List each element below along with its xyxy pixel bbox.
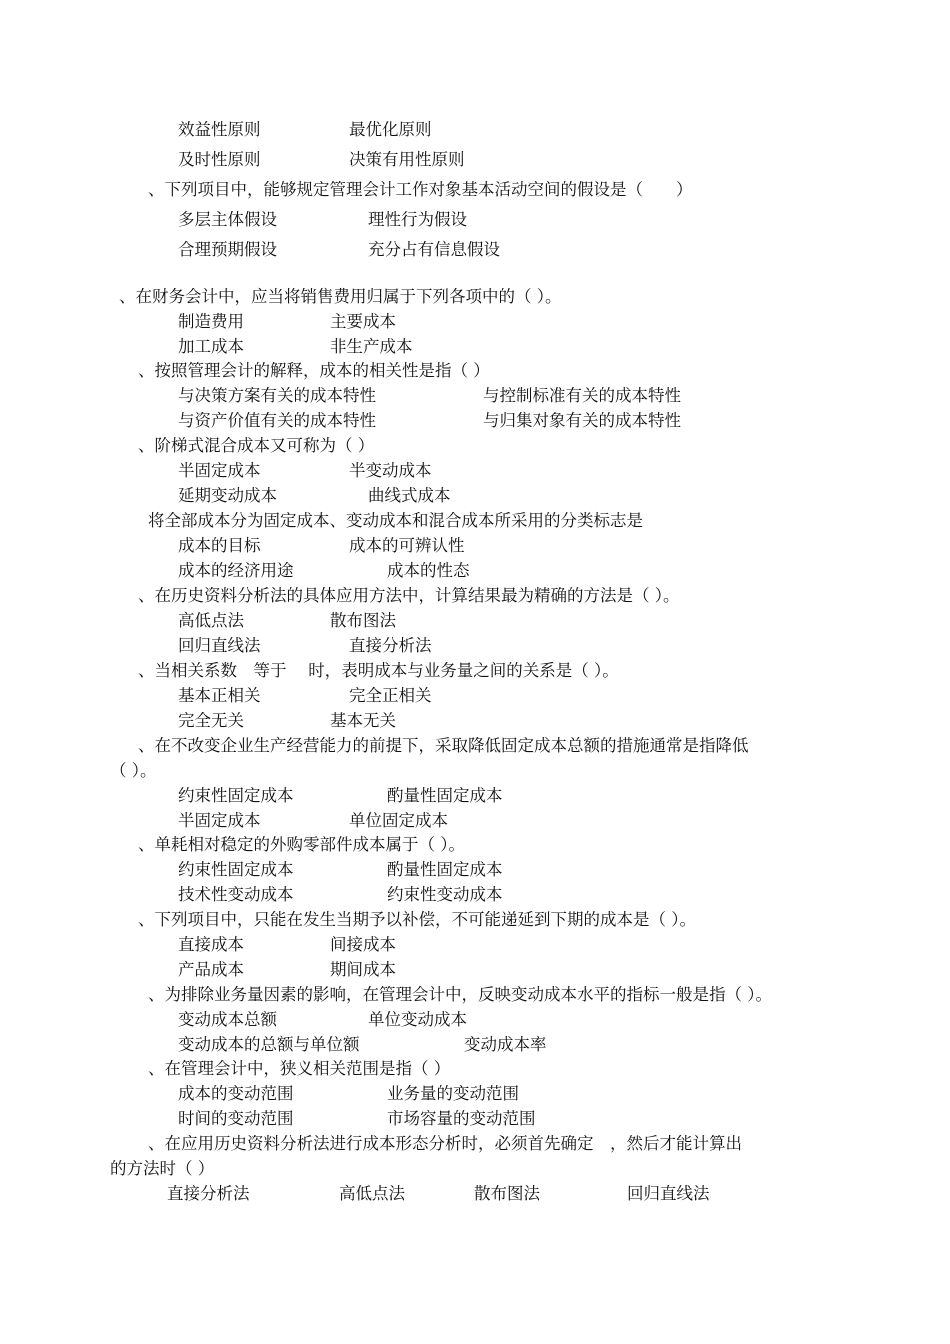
option-d: 回归直线法	[627, 1184, 710, 1203]
option-c: 时间的变动范围	[178, 1109, 294, 1128]
option-a: 制造费用	[178, 312, 244, 331]
option-d: 变动成本率	[464, 1035, 547, 1054]
question-stem: 、为排除业务量因素的影响，在管理会计中，反映变动成本水平的指标一般是指（ ）。	[148, 985, 772, 1004]
option-b: 单位变动成本	[368, 1010, 467, 1029]
option-b: 主要成本	[330, 312, 396, 331]
question-stem: 、在财务会计中，应当将销售费用归属于下列各项中的（ ）。	[119, 287, 562, 306]
option-c: 成本的经济用途	[178, 561, 294, 580]
option-b: 高低点法	[339, 1184, 405, 1203]
option-a: 成本的目标	[178, 536, 261, 555]
option-a: 直接成本	[178, 935, 244, 954]
option-b: 成本的可辨认性	[349, 536, 465, 555]
option-b: 业务量的变动范围	[387, 1084, 519, 1103]
option-d: 单位固定成本	[349, 811, 448, 830]
option-b: 散布图法	[330, 611, 396, 630]
option-c: 合理预期假设	[178, 240, 277, 259]
option-d: 与归集对象有关的成本特性	[483, 411, 681, 430]
question-stem: 、当相关系数 等于 时，表明成本与业务量之间的关系是（ ）。	[138, 661, 619, 680]
option-a: 高低点法	[178, 611, 244, 630]
option-c: 完全无关	[178, 711, 244, 730]
option-d: 曲线式成本	[368, 486, 451, 505]
option-c: 回归直线法	[178, 636, 261, 655]
question-stem: 、在不改变企业生产经营能力的前提下，采取降低固定成本总额的措施通常是指降低	[138, 736, 749, 755]
option-c: 半固定成本	[178, 811, 261, 830]
option-c: 散布图法	[474, 1184, 540, 1203]
option-b: 最优化原则	[349, 120, 432, 139]
option-a: 半固定成本	[178, 461, 261, 480]
option-b: 半变动成本	[349, 461, 432, 480]
option-d: 非生产成本	[330, 337, 413, 356]
option-b: 酌量性固定成本	[387, 860, 503, 879]
option-c: 加工成本	[178, 337, 244, 356]
option-c: 技术性变动成本	[178, 885, 294, 904]
question-stem-continued: （ ）。	[110, 761, 157, 780]
option-a: 约束性固定成本	[178, 860, 294, 879]
option-d: 成本的性态	[387, 561, 470, 580]
option-a: 基本正相关	[178, 686, 261, 705]
option-d: 约束性变动成本	[387, 885, 503, 904]
option-a: 直接分析法	[167, 1184, 250, 1203]
option-a: 变动成本总额	[178, 1010, 277, 1029]
option-c: 与资产价值有关的成本特性	[178, 411, 376, 430]
option-a: 成本的变动范围	[178, 1084, 294, 1103]
question-stem: 、在历史资料分析法的具体应用方法中，计算结果最为精确的方法是（ ）。	[138, 586, 680, 605]
option-d: 直接分析法	[349, 636, 432, 655]
question-stem: 、单耗相对稳定的外购零部件成本属于（ ）。	[138, 835, 465, 854]
option-a: 与决策方案有关的成本特性	[178, 386, 376, 405]
option-b: 酌量性固定成本	[387, 786, 503, 805]
option-a: 约束性固定成本	[178, 786, 294, 805]
question-stem: 、下列项目中，能够规定管理会计工作对象基本活动空间的假设是（ ）	[148, 180, 693, 199]
option-d: 充分占有信息假设	[368, 240, 500, 259]
option-a: 多层主体假设	[178, 210, 277, 229]
question-stem: 、在应用历史资料分析法进行成本形态分析时，必须首先确定 ，然后才能计算出	[148, 1134, 742, 1153]
question-stem: 、按照管理会计的解释，成本的相关性是指（ ）	[138, 361, 490, 380]
question-stem: 、在管理会计中，狭义相关范围是指（ ）	[148, 1059, 451, 1078]
question-stem: 、阶梯式混合成本又可称为（ ）	[138, 436, 375, 455]
question-stem: 将全部成本分为固定成本、变动成本和混合成本所采用的分类标志是	[148, 511, 643, 530]
option-d: 市场容量的变动范围	[387, 1109, 536, 1128]
question-stem: 、下列项目中，只能在发生当期予以补偿，不可能递延到下期的成本是（ ）。	[138, 910, 696, 929]
option-d: 期间成本	[330, 960, 396, 979]
option-d: 决策有用性原则	[349, 150, 465, 169]
option-b: 完全正相关	[349, 686, 432, 705]
option-a: 效益性原则	[178, 120, 261, 139]
option-b: 理性行为假设	[368, 210, 467, 229]
option-b: 与控制标准有关的成本特性	[483, 386, 681, 405]
option-c: 延期变动成本	[178, 486, 277, 505]
option-c: 及时性原则	[178, 150, 261, 169]
option-c: 产品成本	[178, 960, 244, 979]
option-d: 基本无关	[330, 711, 396, 730]
question-stem-continued: 的方法时（ ）	[110, 1159, 215, 1178]
option-c: 变动成本的总额与单位额	[178, 1035, 360, 1054]
option-b: 间接成本	[330, 935, 396, 954]
